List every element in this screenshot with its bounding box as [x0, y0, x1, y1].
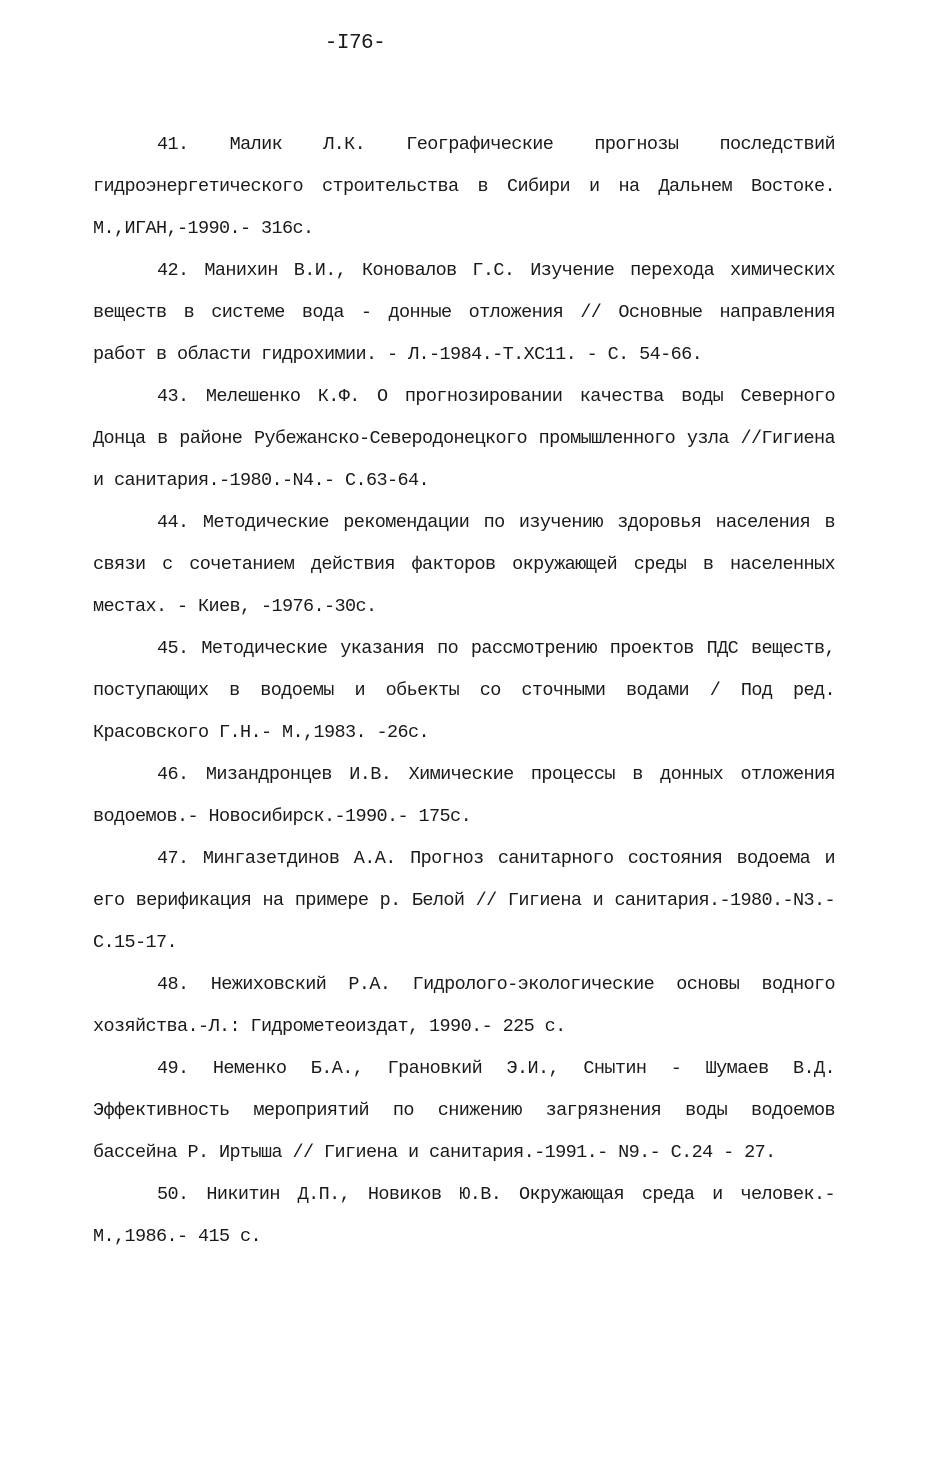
reference-item: [93, 376, 835, 502]
reference-number: 45.: [157, 638, 189, 659]
reference-item: [93, 964, 835, 1048]
reference-number: 42.: [157, 260, 189, 281]
reference-number: 46.: [157, 764, 189, 785]
reference-text: Методические рекомендации по изучению здоровья населения в связи с сочетанием действия факторов окружающей среды в населенных местах. - Киев, -1976.-30с.: [93, 512, 835, 617]
reference-list: [93, 124, 835, 1258]
reference-number: 47.: [157, 848, 189, 869]
reference-number: 49.: [157, 1058, 189, 1079]
reference-number: 50.: [157, 1184, 189, 1205]
reference-text: Неменко Б.А., Грановкий Э.И., Снытин - Шумаев В.Д. Эффективность мероприятий по снижению загрязнения воды водоемов бассейна Р. Иртыша // Гигиена и санитария.-1991.- N9.- С.24 - 27.: [93, 1058, 835, 1163]
reference-item: [93, 124, 835, 250]
reference-item: [93, 250, 835, 376]
reference-item: [93, 754, 835, 838]
reference-text: Мингазетдинов А.А. Прогноз санитарного состояния водоема и его верификация на примере р. Белой // Гигиена и санитария.-1980.-N3.-С.15-17.: [93, 848, 835, 953]
reference-text: Мелешенко К.Ф. О прогнозировании качества воды Северного Донца в районе Рубежанско-Северодонецкого промышленного узла //Гигиена и санитария.-1980.-N4.- С.63-64.: [93, 386, 835, 491]
reference-item: [93, 1174, 835, 1258]
reference-text: Манихин В.И., Коновалов Г.С. Изучение перехода химических веществ в системе вода - донные отложения // Основные направления работ в области гидрохимии. - Л.-1984.-Т.ХС11. - С. 54-66.: [93, 260, 835, 365]
reference-text: Методические указания по рассмотрению проектов ПДС веществ, поступающих в водоемы и обьекты со сточными водами / Под ред. Красовского Г.Н.- М.,1983. -26с.: [93, 638, 835, 743]
reference-text: Мизандронцев И.В. Химические процессы в донных отложения водоемов.- Новосибирск.-1990.- 175с.: [93, 764, 835, 827]
reference-item: [93, 1048, 835, 1174]
reference-text: Нежиховский Р.А. Гидролого-экологические основы водного хозяйства.-Л.: Гидрометеоиздат, 1990.- 225 с.: [93, 974, 835, 1037]
reference-text: Малик Л.К. Географические прогнозы последствий гидроэнергетического строительства в Сибири и на Дальнем Востоке. М.,ИГАН,-1990.- 316с.: [93, 134, 835, 239]
reference-number: 44.: [157, 512, 189, 533]
reference-text: Никитин Д.П., Новиков Ю.В. Окружающая среда и человек.-М.,1986.- 415 с.: [93, 1184, 835, 1247]
reference-number: 41.: [157, 134, 189, 155]
page-number: -I76-: [324, 32, 386, 55]
reference-item: [93, 628, 835, 754]
reference-number: 43.: [157, 386, 189, 407]
reference-item: [93, 502, 835, 628]
reference-item: [93, 838, 835, 964]
reference-number: 48.: [157, 974, 189, 995]
